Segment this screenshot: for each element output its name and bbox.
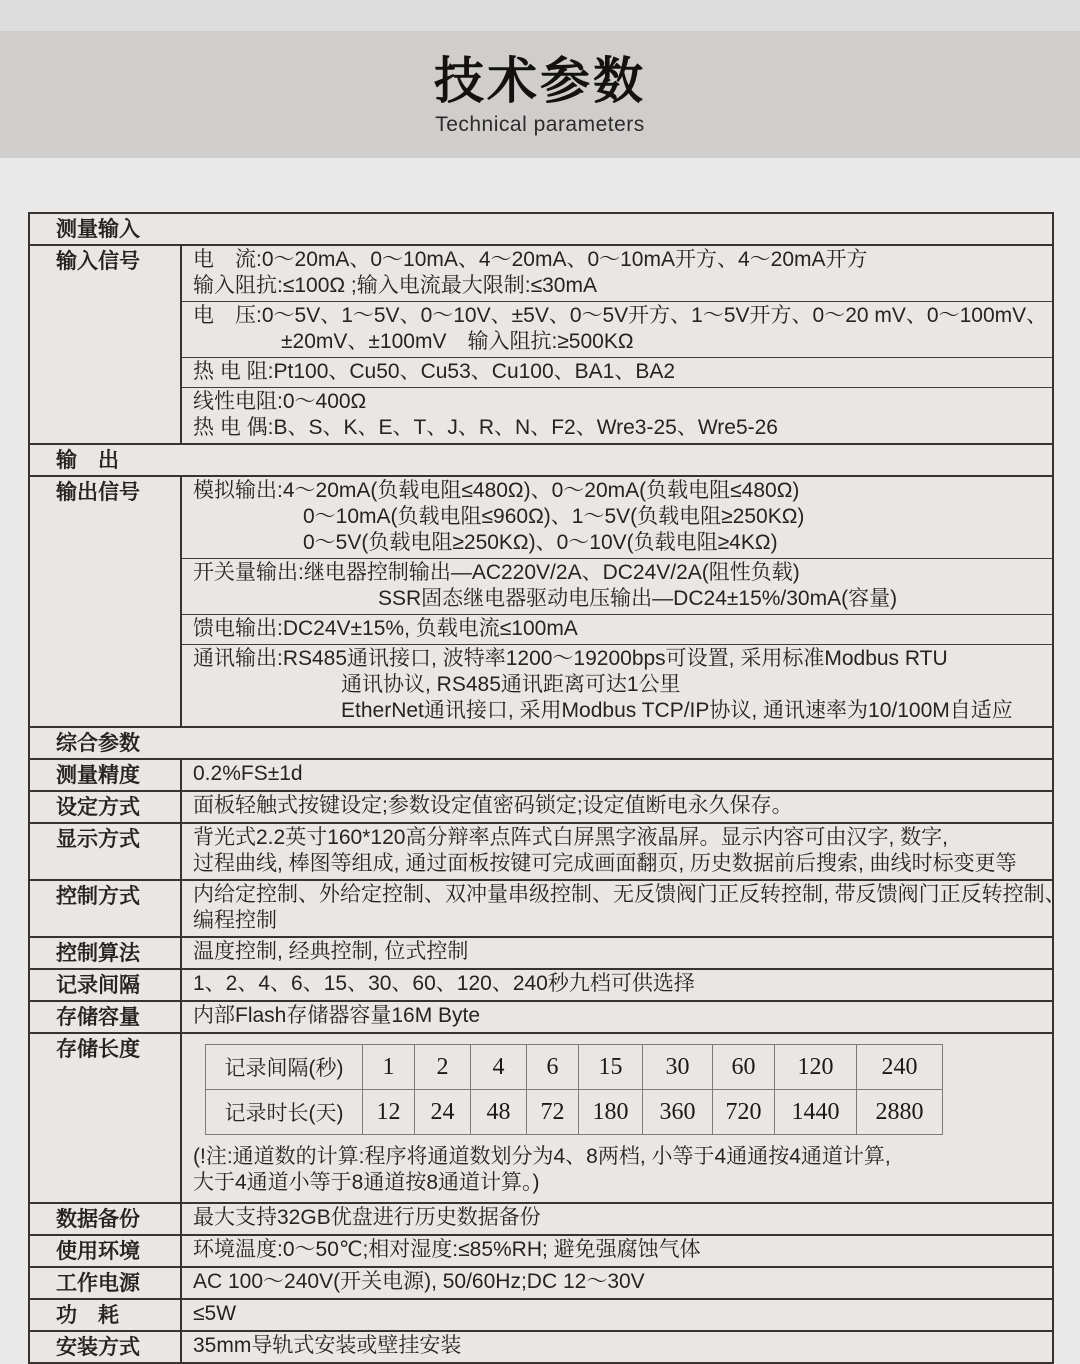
row-label: 测量精度: [30, 760, 182, 790]
storage-cell: 6: [527, 1045, 579, 1090]
spec-line: 通讯协议, RS485通讯距离可达1公里: [341, 673, 681, 696]
row-content: [182, 824, 1052, 879]
subcell-comm-output: [182, 644, 1052, 726]
section-row-measurement-input: [30, 214, 1052, 244]
spec-line: AC 100～240V(开关电源), 50/60Hz;DC 12～30V: [193, 1270, 645, 1293]
row-label: 数据备份: [30, 1204, 182, 1234]
row-data-backup: [30, 1202, 1052, 1234]
row-content: [182, 477, 1052, 726]
spec-line: 通讯输出:RS485通讯接口, 波特率1200～19200bps可设置, 采用标准Modbus RTU: [193, 647, 948, 670]
spec-line: 环境温度:0～50℃;相对湿度:≤85%RH; 避免强腐蚀气体: [193, 1238, 701, 1261]
storage-duration-table: [205, 1044, 943, 1135]
storage-note: [182, 1142, 1052, 1200]
spec-line: 内部Flash存储器容量16M Byte: [193, 1004, 481, 1027]
spec-line: 背光式2.2英寸160*120高分辩率点阵式白屏黑字液晶屏。显示内容可由汉字, 数字,: [193, 826, 948, 849]
storage-cell: 2880: [857, 1090, 943, 1135]
spec-line: 面板轻触式按键设定;参数设定值密码锁定;设定值断电永久保存。: [193, 794, 793, 817]
spec-line: 热 电 偶:B、S、K、E、T、J、R、N、F2、Wre3-25、Wre5-26: [193, 416, 778, 439]
spec-line: 温度控制, 经典控制, 位式控制: [193, 940, 469, 963]
row-label: 记录间隔: [30, 970, 182, 1000]
subcell-feed-output: [182, 614, 1052, 644]
subcell: [182, 1204, 1052, 1233]
storage-cell: 120: [775, 1045, 857, 1090]
row-content: [182, 1204, 1052, 1234]
row-power-consumption: [30, 1298, 1052, 1330]
row-operating-environment: [30, 1234, 1052, 1266]
subcell-switch-output: [182, 558, 1052, 614]
storage-interval-row: [206, 1045, 943, 1090]
spec-line: ±20mV、±100mV 输入阻抗:≥500KΩ: [281, 330, 634, 353]
storage-cell: 1: [363, 1045, 415, 1090]
subcell-linear-resistance: [182, 387, 1052, 443]
section-label: 输 出: [56, 449, 119, 472]
row-power-supply: [30, 1266, 1052, 1298]
row-storage-length: [30, 1032, 1052, 1202]
row-content: [182, 881, 1066, 936]
spec-line: 0.2%FS±1d: [193, 762, 303, 785]
row-setting-method: [30, 790, 1052, 822]
row-content: [182, 938, 1052, 968]
section-row-output: [30, 443, 1052, 475]
storage-cell: 2: [415, 1045, 471, 1090]
row-label: 输出信号: [30, 477, 182, 726]
spec-line: 馈电输出:DC24V±15%, 负载电流≤100mA: [193, 617, 578, 640]
storage-cell: 1440: [775, 1090, 857, 1135]
row-installation-method: [30, 1330, 1052, 1362]
subcell-storage-table: [182, 1034, 1052, 1202]
subcell: [182, 1332, 1052, 1361]
row-record-interval: [30, 968, 1052, 1000]
row-label: 工作电源: [30, 1268, 182, 1298]
row-content: [182, 1236, 1052, 1266]
storage-cell: 72: [527, 1090, 579, 1135]
spec-line: 模拟输出:4～20mA(负载电阻≤480Ω)、0～20mA(负载电阻≤480Ω): [193, 479, 800, 502]
row-control-algorithm: [30, 936, 1052, 968]
storage-interval-label: 记录间隔(秒): [206, 1045, 363, 1090]
spec-line: ≤5W: [193, 1302, 237, 1325]
storage-duration-label: 记录时长(天): [206, 1090, 363, 1135]
row-label: 安装方式: [30, 1332, 182, 1362]
subcell: [182, 1236, 1052, 1265]
spec-line: EtherNet通讯接口, 采用Modbus TCP/IP协议, 通讯速率为10/100M自适应: [341, 699, 1013, 722]
page-subtitle: Technical parameters: [435, 112, 645, 136]
row-label: 存储长度: [30, 1034, 182, 1202]
row-label: 设定方式: [30, 792, 182, 822]
row-output-signal: [30, 475, 1052, 726]
spec-line: 大于4通道小等于8通道按8通道计算。): [193, 1171, 540, 1194]
subcell-analog-output: [182, 477, 1052, 558]
row-control-method: [30, 879, 1066, 936]
subcell-voltage: [182, 301, 1052, 357]
subcell: [182, 970, 1052, 999]
spec-line: 编程控制: [193, 909, 277, 932]
section-row-general-parameters: [30, 726, 1052, 758]
top-strip: [0, 0, 1080, 31]
page-title: 技术参数: [434, 52, 646, 109]
section-label: 测量输入: [56, 218, 140, 241]
row-label: 功 耗: [30, 1300, 182, 1330]
subcell: [182, 1002, 1052, 1031]
row-content: [182, 1268, 1052, 1298]
spec-line: 过程曲线, 棒图等组成, 通过面板按键可完成画面翻页, 历史数据前后搜索, 曲线时标变更等: [193, 852, 1017, 875]
spec-line: 线性电阻:0～400Ω: [193, 390, 367, 413]
subcell-current: [182, 246, 1052, 301]
row-content: [182, 1002, 1052, 1032]
spec-line: 0～5V(负载电阻≥250KΩ)、0～10V(负载电阻≥4KΩ): [303, 531, 778, 554]
storage-cell: 48: [471, 1090, 527, 1135]
subcell: [182, 938, 1052, 967]
spec-line: 输入阻抗:≤100Ω ;输入电流最大限制:≤30mA: [193, 274, 597, 297]
row-measurement-accuracy: [30, 758, 1052, 790]
row-content: [182, 1300, 1052, 1330]
spec-line: (!注:通道数的计算:程序将通道数划分为4、8两档, 小等于4通通按4通道计算,: [193, 1145, 891, 1168]
storage-cell: 24: [415, 1090, 471, 1135]
row-label: 控制算法: [30, 938, 182, 968]
spec-line: 热 电 阻:Pt100、Cu50、Cu53、Cu100、BA1、BA2: [193, 360, 676, 383]
spec-line: 最大支持32GB优盘进行历史数据备份: [193, 1206, 541, 1229]
row-content: [182, 246, 1052, 443]
row-label: 输入信号: [30, 246, 182, 443]
row-content: [182, 1034, 1052, 1202]
section-label: 综合参数: [56, 732, 140, 755]
storage-cell: 12: [363, 1090, 415, 1135]
row-content: [182, 760, 1052, 790]
row-label: 存储容量: [30, 1002, 182, 1032]
row-label: 显示方式: [30, 824, 182, 879]
subcell: [182, 760, 1052, 789]
spec-line: 内给定控制、外给定控制、双冲量串级控制、无反馈阀门正反转控制, 带反馈阀门正反转控制、: [193, 883, 1066, 906]
spec-line: 1、2、4、6、15、30、60、120、240秒九档可供选择: [193, 972, 695, 995]
row-label: 使用环境: [30, 1236, 182, 1266]
subcell-rtd: [182, 357, 1052, 387]
title-band: [0, 31, 1080, 158]
row-input-signal: [30, 244, 1052, 443]
spec-line: 电 流:0～20mA、0～10mA、4～20mA、0～10mA开方、4～20mA开方: [193, 248, 868, 271]
subcell: [182, 792, 1052, 821]
row-content: [182, 970, 1052, 1000]
spec-line: 35mm导轨式安装或壁挂安装: [193, 1334, 462, 1357]
storage-cell: 360: [643, 1090, 713, 1135]
row-display-method: [30, 822, 1052, 879]
storage-cell: 60: [713, 1045, 775, 1090]
spec-line: 0～10mA(负载电阻≤960Ω)、1～5V(负载电阻≥250KΩ): [303, 505, 805, 528]
spec-table: [28, 212, 1066, 1364]
storage-cell: 4: [471, 1045, 527, 1090]
row-label: 控制方式: [30, 881, 182, 936]
storage-duration-row: [206, 1090, 943, 1135]
spec-line: SSR固态继电器驱动电压输出—DC24±15%/30mA(容量): [378, 587, 898, 610]
storage-cell: 720: [713, 1090, 775, 1135]
subcell: [182, 1300, 1052, 1329]
storage-cell: 30: [643, 1045, 713, 1090]
row-storage-capacity: [30, 1000, 1052, 1032]
storage-cell: 180: [579, 1090, 643, 1135]
spec-line: 开关量输出:继电器控制输出—AC220V/2A、DC24V/2A(阻性负载): [193, 561, 800, 584]
subcell: [182, 1268, 1052, 1297]
spec-line: 电 压:0～5V、1～5V、0～10V、±5V、0～5V开方、1～5V开方、0～20 mV、0～100mV、: [193, 304, 1048, 327]
subcell: [182, 824, 1052, 879]
storage-cell: 15: [579, 1045, 643, 1090]
row-content: [182, 792, 1052, 822]
storage-cell: 240: [857, 1045, 943, 1090]
subcell: [182, 881, 1066, 936]
